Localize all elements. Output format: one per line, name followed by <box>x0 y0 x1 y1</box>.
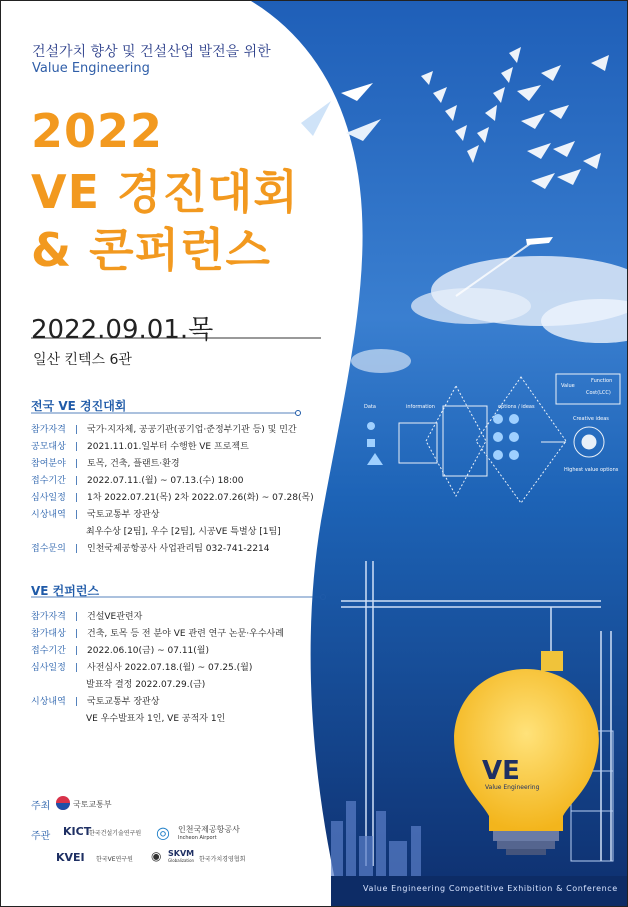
event-venue: 일산 킨텍스 6관 <box>33 352 132 368</box>
competition-heading: 전국 VE 경진대회 <box>31 399 127 413</box>
airport-logo-icon: ◎ <box>156 823 170 842</box>
diagram-highest-label: Highest value options <box>564 467 619 473</box>
row-divider: | <box>75 425 79 435</box>
diagram-creative-label: Creative ideas <box>573 416 609 422</box>
row-value: 국토교통부 장관상 <box>87 697 160 707</box>
row-divider: | <box>75 510 79 520</box>
row-divider: | <box>75 629 79 639</box>
row-value: 토목, 건축, 플랜트·환경 <box>87 459 180 469</box>
diagram-options-label: options / ideas <box>498 404 535 410</box>
row-label: 심사일정 <box>31 493 66 503</box>
diagram-data-label: Data <box>364 404 376 410</box>
row-label: 시상내역 <box>31 697 66 707</box>
title-line2: VE 경진대회 <box>31 165 299 219</box>
row-label: 시상내역 <box>31 510 66 520</box>
conference-row <box>31 609 142 622</box>
event-date: 2022.09.01.목 <box>31 315 214 345</box>
schedule-extra: 발표작 결정 2022.07.29.(금) <box>86 680 206 690</box>
row-divider: | <box>75 646 79 656</box>
competition-row <box>31 439 249 452</box>
airport-name-en: Incheon Airport <box>178 835 217 841</box>
row-label: 참가자격 <box>31 425 66 435</box>
kict-name: 한국건설기술연구원 <box>89 830 142 837</box>
row-divider: | <box>75 459 79 469</box>
row-value: 건설VE관련자 <box>87 612 143 622</box>
organizer-label: 주관 <box>31 831 51 842</box>
row-divider: | <box>75 663 79 673</box>
skvm-name: 한국가치경영협회 <box>199 856 246 863</box>
footer-tagline: Value Engineering Competitive Exhibition & Conference <box>363 884 618 893</box>
bulb-label: VE <box>482 756 520 786</box>
title-line3: & 콘퍼런스 <box>31 223 271 277</box>
competition-row <box>31 456 180 469</box>
row-divider: | <box>75 442 79 452</box>
row-label: 공모대상 <box>31 442 66 452</box>
row-divider: | <box>75 476 79 486</box>
diagram-information-label: information <box>406 404 435 410</box>
conference-row <box>31 643 209 656</box>
formula-bottom: Cost(LCC) <box>586 390 611 396</box>
row-label: 접수기간 <box>31 646 66 656</box>
kvei-logo: KVEI <box>56 851 85 864</box>
conference-row <box>31 660 252 673</box>
skvm-sub: Globalization <box>168 858 195 863</box>
row-divider: | <box>75 544 79 554</box>
conference-row <box>31 694 159 707</box>
competition-row <box>31 490 314 503</box>
competition-row <box>31 422 297 435</box>
airport-name: 인천국제공항공사 <box>178 825 240 834</box>
skvm-logo-icon: ◉ <box>151 849 162 863</box>
row-value: 2021.11.01.일부터 수행한 VE 프로젝트 <box>87 442 249 452</box>
row-value: 건축, 토목 등 전 분야 VE 관련 연구 논문·우수사례 <box>87 629 284 639</box>
competition-row <box>31 473 244 486</box>
row-label: 접수기간 <box>31 476 66 486</box>
row-value: 사전심사 2022.07.18.(월) ~ 07.25.(월) <box>87 663 253 673</box>
subtitle: 건설가치 향상 및 건설산업 발전을 위한 <box>32 44 271 60</box>
subtitle-en: Value Engineering <box>32 61 150 76</box>
title-year: 2022 <box>31 104 164 158</box>
award-extra: 최우수상 [2팀], 우수 [2팀], 시공VE 특별상 [1팀] <box>86 527 281 537</box>
conference-award-extra: VE 우수발표자 1인, VE 공적자 1인 <box>86 714 226 724</box>
row-divider: | <box>75 612 79 622</box>
row-value: 국가·지자체, 공공기관(공기업·준정부기관 등) 및 민간 <box>87 425 297 435</box>
host-label: 주최 <box>31 801 51 812</box>
bulb-sublabel: Value Engineering <box>485 784 540 791</box>
row-value: 2022.07.11.(월) ~ 07.13.(수) 18:00 <box>87 476 244 486</box>
row-value: 국토교통부 장관상 <box>87 510 160 520</box>
competition-row <box>31 507 159 520</box>
row-label: 참가대상 <box>31 629 66 639</box>
kvei-name: 한국VE연구원 <box>96 856 133 863</box>
row-label: 심사일정 <box>31 663 66 673</box>
competition-row <box>31 541 270 554</box>
skvm-logo: SKVM <box>168 849 195 858</box>
host-name: 국토교통부 <box>73 800 112 809</box>
row-label: 참여분야 <box>31 459 66 469</box>
row-value: 2022.06.10(금) ~ 07.11(월) <box>87 646 209 656</box>
formula-value: Value <box>561 383 575 389</box>
conference-row <box>31 626 284 639</box>
conference-heading: VE 컨퍼런스 <box>31 584 100 598</box>
kict-logo: KICT <box>63 825 92 838</box>
formula-top: Function <box>591 378 613 384</box>
row-divider: | <box>75 493 79 503</box>
row-value: 1차 2022.07.21(목) 2차 2022.07.26(화) ~ 07.28(목) <box>87 493 314 503</box>
row-label: 참가자격 <box>31 612 66 622</box>
row-divider: | <box>75 697 79 707</box>
row-value: 인천국제공항공사 사업관리팀 032-741-2214 <box>87 544 270 554</box>
row-label: 접수문의 <box>31 544 66 554</box>
